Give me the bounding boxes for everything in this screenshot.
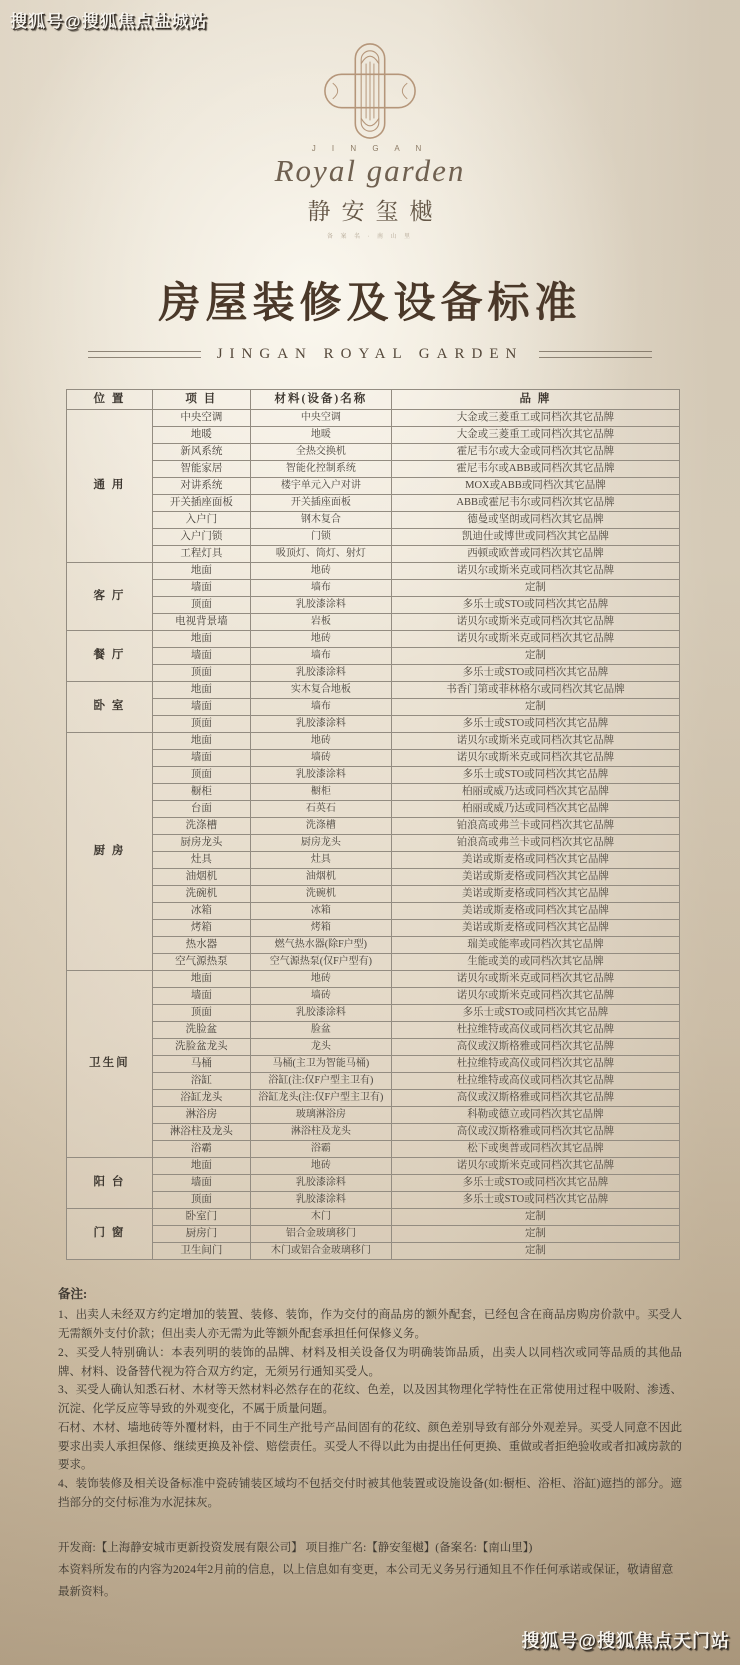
table-row [67,716,680,733]
material-cell: 全热交换机 [250,444,391,461]
material-cell: 乳胶漆涂料 [250,767,391,784]
table-row [67,1192,680,1209]
table-row [67,546,680,563]
notes-label: 备注: [58,1287,88,1301]
table-row [67,733,680,750]
material-cell: 龙头 [250,1039,391,1056]
table-row [67,461,680,478]
material-cell: 地暖 [250,427,391,444]
table-row [67,648,680,665]
item-cell: 油烟机 [152,869,250,886]
table-row [67,1209,680,1226]
material-cell: 中央空调 [250,410,391,427]
brand-cell: 杜拉维特或高仪或同档次其它品牌 [391,1073,679,1090]
item-cell: 浴霸 [152,1141,250,1158]
item-cell: 顶面 [152,597,250,614]
table-row [67,478,680,495]
table-row [67,1226,680,1243]
location-cell: 通 用 [67,410,153,563]
material-cell: 厨房龙头 [250,835,391,852]
watermark-bottom: 搜狐号@搜狐焦点天门站 [521,1631,730,1651]
table-row [67,1124,680,1141]
location-cell: 客 厅 [67,563,153,631]
table-row [67,682,680,699]
note-item: 1、出卖人未经双方约定增加的装置、装修、装饰，作为交付的商品房的额外配套，已经包含在商品房购房价款中。买受人无需额外支付价款；但出卖人亦无需为此等额外配套承担任何保修义务。 [58,1309,682,1341]
material-cell: 开关插座面板 [250,495,391,512]
table-row [67,427,680,444]
material-cell: 浴霸 [250,1141,391,1158]
header-item: 项 目 [152,390,250,410]
item-cell: 淋浴房 [152,1107,250,1124]
table-row [67,1005,680,1022]
material-cell: 地砖 [250,971,391,988]
table-row [67,971,680,988]
brand-cell: ABB或霍尼韦尔或同档次其它品牌 [391,495,679,512]
table-row [67,869,680,886]
item-cell: 浴缸 [152,1073,250,1090]
material-cell: 燃气热水器(除F户型) [250,937,391,954]
item-cell: 地面 [152,971,250,988]
table-row [67,529,680,546]
item-cell: 新风系统 [152,444,250,461]
table-row [67,1056,680,1073]
material-cell: 实木复合地板 [250,682,391,699]
brand-cell: 诺贝尔或斯米克或同档次其它品牌 [391,614,679,631]
item-cell: 顶面 [152,716,250,733]
location-cell: 卧 室 [67,682,153,733]
item-cell: 冰箱 [152,903,250,920]
material-cell: 地砖 [250,631,391,648]
table-row [67,665,680,682]
table-row [67,563,680,580]
brand-cell: 诺贝尔或斯米克或同档次其它品牌 [391,1158,679,1175]
brand-cell: 美诺或斯麦格或同档次其它品牌 [391,903,679,920]
brand-cell: 美诺或斯麦格或同档次其它品牌 [391,886,679,903]
table-row [67,1022,680,1039]
table-row [67,937,680,954]
subtitle-line-left [88,351,201,358]
material-cell: 马桶(主卫为智能马桶) [250,1056,391,1073]
notes-section [58,1284,682,1512]
brand-cell: 诺贝尔或斯米克或同档次其它品牌 [391,563,679,580]
brand-cell: 杜拉维特或高仪或同档次其它品牌 [391,1022,679,1039]
brand-cell: 高仪或汉斯格雅或同档次其它品牌 [391,1124,679,1141]
table-row [67,767,680,784]
material-cell: 浴缸龙头(注:仅F户型主卫有) [250,1090,391,1107]
brand-cell: 松下或奥普或同档次其它品牌 [391,1141,679,1158]
table-row [67,835,680,852]
item-cell: 灶具 [152,852,250,869]
material-cell: 木门 [250,1209,391,1226]
material-cell: 岩板 [250,614,391,631]
location-cell: 阳 台 [67,1158,153,1209]
logo-cn-name: 静安玺樾 [307,199,444,224]
material-cell: 楼宇单元入户对讲 [250,478,391,495]
item-cell: 浴缸龙头 [152,1090,250,1107]
material-cell: 墙砖 [250,750,391,767]
table-row [67,1107,680,1124]
material-cell: 墙布 [250,580,391,597]
item-cell: 地面 [152,1158,250,1175]
brand-cell: 铂浪高或弗兰卡或同档次其它品牌 [391,835,679,852]
logo-script-text: Royal garden [274,153,466,188]
table-row [67,699,680,716]
item-cell: 地面 [152,682,250,699]
material-cell: 玻璃淋浴房 [250,1107,391,1124]
brand-cell: 高仪或汉斯格雅或同档次其它品牌 [391,1039,679,1056]
table-row [67,852,680,869]
page-title: 房屋装修及设备标准 [158,281,582,327]
table-row [67,1158,680,1175]
material-cell: 油烟机 [250,869,391,886]
material-cell: 木门或铝合金玻璃移门 [250,1243,391,1260]
subtitle-band [88,346,652,363]
brand-cell: 多乐士或STO或同档次其它品牌 [391,1005,679,1022]
royal-garden-emblem-icon [322,42,418,140]
item-cell: 入户门锁 [152,529,250,546]
item-cell: 智能家居 [152,461,250,478]
table-row [67,614,680,631]
material-cell: 门锁 [250,529,391,546]
item-cell: 墙面 [152,988,250,1005]
material-cell: 地砖 [250,733,391,750]
brand-cell: 铂浪高或弗兰卡或同档次其它品牌 [391,818,679,835]
material-cell: 乳胶漆涂料 [250,1192,391,1209]
item-cell: 顶面 [152,1192,250,1209]
brand-cell: 西顿或欧普或同档次其它品牌 [391,546,679,563]
item-cell: 烤箱 [152,920,250,937]
logo-jingan-text: J I N G A N [311,144,429,153]
table-row [67,886,680,903]
table-row [67,631,680,648]
item-cell: 洗涤槽 [152,818,250,835]
table-row [67,954,680,971]
brand-cell: 霍尼韦尔或ABB或同档次其它品牌 [391,461,679,478]
item-cell: 洗脸盆 [152,1022,250,1039]
brand-cell: 多乐士或STO或同档次其它品牌 [391,597,679,614]
brand-cell: 定制 [391,580,679,597]
item-cell: 热水器 [152,937,250,954]
item-cell: 墙面 [152,750,250,767]
note-item: 3、买受人确认知悉石材、木材等天然材料必然存在的花纹、色差，以及因其物理化学特性在正常使用过程中吸附、渗透、沉淀、化学反应等导致的外观变化，不属于质量问题。 [58,1384,682,1416]
location-cell: 门 窗 [67,1209,153,1260]
brand-cell: 多乐士或STO或同档次其它品牌 [391,1175,679,1192]
item-cell: 墙面 [152,1175,250,1192]
item-cell: 对讲系统 [152,478,250,495]
brand-cell: 美诺或斯麦格或同档次其它品牌 [391,852,679,869]
spec-table-body [67,410,680,1260]
spec-table [66,389,680,1260]
table-row [67,495,680,512]
item-cell: 卫生间门 [152,1243,250,1260]
brand-cell: 高仪或汉斯格雅或同档次其它品牌 [391,1090,679,1107]
material-cell: 浴缸(注:仅F户型主卫有) [250,1073,391,1090]
material-cell: 洗涤槽 [250,818,391,835]
material-cell: 冰箱 [250,903,391,920]
note-item: 2、买受人特别确认：本表列明的装饰的品牌、材料及相关设备仅为明确装饰品质，出卖人以同档次或同等品质的其他品牌、材料、设备替代视为符合双方约定，无须另行通知买受人。 [58,1346,682,1378]
brand-cell: 美诺或斯麦格或同档次其它品牌 [391,869,679,886]
material-cell: 乳胶漆涂料 [250,597,391,614]
item-cell: 洗碗机 [152,886,250,903]
brand-cell: 霍尼韦尔或大金或同档次其它品牌 [391,444,679,461]
table-row [67,1243,680,1260]
brand-cell: 瑞美或能率或同档次其它品牌 [391,937,679,954]
brand-cell: 诺贝尔或斯米克或同档次其它品牌 [391,733,679,750]
table-row [67,750,680,767]
brand-cell: 诺贝尔或斯米克或同档次其它品牌 [391,988,679,1005]
item-cell: 电视背景墙 [152,614,250,631]
brand-cell: 柏丽或威乃达或同档次其它品牌 [391,784,679,801]
location-cell: 卫生间 [67,971,153,1158]
item-cell: 台面 [152,801,250,818]
table-row [67,1073,680,1090]
material-cell: 脸盆 [250,1022,391,1039]
brand-cell: 德曼或坚朗或同档次其它品牌 [391,512,679,529]
item-cell: 卧室门 [152,1209,250,1226]
item-cell: 入户门 [152,512,250,529]
subtitle-line-right [539,351,652,358]
material-cell: 钢木复合 [250,512,391,529]
table-row [67,410,680,427]
brand-cell: 柏丽或威乃达或同档次其它品牌 [391,801,679,818]
table-row [67,903,680,920]
item-cell: 地面 [152,631,250,648]
material-cell: 乳胶漆涂料 [250,716,391,733]
material-cell: 墙布 [250,699,391,716]
watermark-top: 搜狐号@搜狐焦点盐城站 [10,12,208,31]
item-cell: 马桶 [152,1056,250,1073]
brand-cell: 诺贝尔或斯米克或同档次其它品牌 [391,971,679,988]
table-row [67,784,680,801]
material-cell: 吸顶灯、筒灯、射灯 [250,546,391,563]
header-brand: 品 牌 [391,390,679,410]
item-cell: 淋浴柱及龙头 [152,1124,250,1141]
item-cell: 墙面 [152,699,250,716]
table-row [67,580,680,597]
table-row [67,801,680,818]
brand-cell: 凯迪仕或博世或同档次其它品牌 [391,529,679,546]
table-row [67,1141,680,1158]
table-row [67,988,680,1005]
item-cell: 中央空调 [152,410,250,427]
logo-tagline: 备 案 名 · 南 山 里 [327,234,413,240]
item-cell: 墙面 [152,648,250,665]
location-cell: 厨 房 [67,733,153,971]
brand-cell: 书香门第或菲林格尔或同档次其它品牌 [391,682,679,699]
item-cell: 厨房龙头 [152,835,250,852]
brand-cell: 多乐士或STO或同档次其它品牌 [391,665,679,682]
page-subtitle: JINGAN ROYAL GARDEN [216,346,524,362]
table-row [67,818,680,835]
table-row [67,444,680,461]
item-cell: 顶面 [152,767,250,784]
spec-table-header [67,390,680,410]
brand-cell: 定制 [391,1226,679,1243]
brand-cell: 大金或三菱重工或同档次其它品牌 [391,410,679,427]
item-cell: 洗脸盆龙头 [152,1039,250,1056]
table-row [67,920,680,937]
item-cell: 橱柜 [152,784,250,801]
brand-cell: 定制 [391,1243,679,1260]
material-cell: 淋浴柱及龙头 [250,1124,391,1141]
item-cell: 厨房门 [152,1226,250,1243]
material-cell: 乳胶漆涂料 [250,1175,391,1192]
material-cell: 乳胶漆涂料 [250,665,391,682]
brand-cell: 杜拉维特或高仪或同档次其它品牌 [391,1056,679,1073]
material-cell: 烤箱 [250,920,391,937]
brand-cell: 大金或三菱重工或同档次其它品牌 [391,427,679,444]
brand-cell: 科勒或德立或同档次其它品牌 [391,1107,679,1124]
material-cell: 墙布 [250,648,391,665]
header-material: 材料(设备)名称 [250,390,391,410]
item-cell: 地暖 [152,427,250,444]
footer [58,1538,682,1604]
material-cell: 橱柜 [250,784,391,801]
brand-cell: 生能或美的或同档次其它品牌 [391,954,679,971]
material-cell: 乳胶漆涂料 [250,1005,391,1022]
brand-cell: MOX或ABB或同档次其它品牌 [391,478,679,495]
material-cell: 地砖 [250,563,391,580]
item-cell: 地面 [152,733,250,750]
brand-cell: 多乐士或STO或同档次其它品牌 [391,767,679,784]
brand-cell: 诺贝尔或斯米克或同档次其它品牌 [391,750,679,767]
logo [0,42,740,240]
header-location: 位 置 [67,390,153,410]
header-row [67,390,680,410]
item-cell: 空气源热泵 [152,954,250,971]
material-cell: 智能化控制系统 [250,461,391,478]
brand-cell: 美诺或斯麦格或同档次其它品牌 [391,920,679,937]
brand-cell: 多乐士或STO或同档次其它品牌 [391,1192,679,1209]
brand-cell: 定制 [391,699,679,716]
table-row [67,1090,680,1107]
material-cell: 墙砖 [250,988,391,1005]
brand-cell: 定制 [391,648,679,665]
table-row [67,512,680,529]
footer-disclaimer: 本资料所发布的内容为2024年2月前的信息，以上信息如有变更，本公司无义务另行通知且不作任何承诺或保证，敬请留意最新资料。 [58,1564,674,1599]
table-row [67,597,680,614]
item-cell: 顶面 [152,665,250,682]
item-cell: 地面 [152,563,250,580]
item-cell: 工程灯具 [152,546,250,563]
material-cell: 灶具 [250,852,391,869]
table-row [67,1039,680,1056]
brand-cell: 多乐士或STO或同档次其它品牌 [391,716,679,733]
item-cell: 顶面 [152,1005,250,1022]
item-cell: 墙面 [152,580,250,597]
material-cell: 空气源热泵(仅F户型有) [250,954,391,971]
location-cell: 餐 厅 [67,631,153,682]
brand-cell: 定制 [391,1209,679,1226]
item-cell: 开关插座面板 [152,495,250,512]
material-cell: 铝合金玻璃移门 [250,1226,391,1243]
brand-cell: 诺贝尔或斯米克或同档次其它品牌 [391,631,679,648]
table-row [67,1175,680,1192]
footer-developer-line: 开发商:【上海静安城市更新投资发展有限公司】 项目推广名:【静安玺樾】(备案名:【南山里】) [58,1542,533,1555]
material-cell: 地砖 [250,1158,391,1175]
material-cell: 石英石 [250,801,391,818]
note-item: 4、装饰装修及相关设备标准中瓷砖铺装区域均不包括交付时被其他装置或设施设备(如:橱柜、浴柜、浴缸)遮挡的部分。遮挡部分的交付标准为水泥抹灰。 [58,1477,682,1509]
note-item: 石材、木材、墙地砖等外覆材料，由于不同生产批号产品间固有的花纹、颜色差别导致有部分外观差异。买受人同意不因此要求出卖人承担保修、继续更换及补偿、赔偿责任。买受人不得以此为由提出任何更换、重做或者拒绝验收或者扣减房款的要求。 [58,1421,682,1472]
material-cell: 洗碗机 [250,886,391,903]
